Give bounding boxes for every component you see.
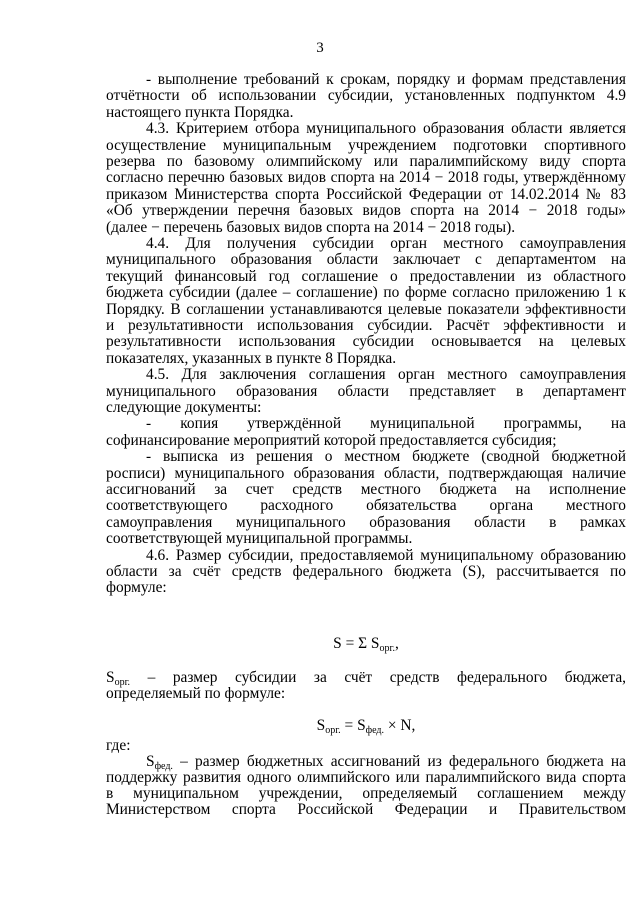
text-line: настоящего пункта Порядка. <box>106 103 294 121</box>
text-line: бюджета субсидии (далее – соглашение) по форме согласно приложению 1 к <box>106 284 626 302</box>
text-line: ассигнований за счет средств местного бюджета на исполнение <box>106 481 626 498</box>
text-line: самоуправления муниципального образования области в рамках <box>106 513 626 531</box>
text-line: 4.5. Для заключения соглашения орган местного самоуправления <box>146 366 626 384</box>
text-line: муниципального образования области представляет в департамент <box>106 382 626 400</box>
definition-s-fed-line: поддержку развития одного олимпийского или паралимпийского вида спорта <box>106 769 626 786</box>
text-line: следующие документы: <box>106 399 262 416</box>
text-line: соответствующего расходного обязательства органа местного <box>106 497 626 515</box>
where-label: где: <box>106 737 131 754</box>
text-line: формуле: <box>106 579 167 597</box>
text-line: отчётности об использовании субсидии, установленных подпунктом 4.9 <box>106 87 626 105</box>
definition-s-fed-line: Министерством спорта Российской Федерации и Правительством <box>106 801 626 818</box>
text-line: приказом Министерства спорта Российской Федерации от 14.02.2014 № 83 <box>106 185 626 203</box>
text-line: - выписка из решения о местном бюджете (сводной бюджетной <box>146 448 626 466</box>
text-line: текущий финансовый год соглашение о предоставлении из областного <box>106 267 626 285</box>
text-line: результативности использования субсидии основывается на целевых <box>106 333 626 351</box>
definition-s-org-cont: определяемый по формуле: <box>106 685 286 702</box>
text-line: согласно перечню базовых видов спорта на 2014 − 2018 годы, утверждённому <box>106 169 626 187</box>
text-line: (далее − перечень базовых видов спорта на 2014 − 2018 годы). <box>106 218 516 236</box>
text-line: Порядку. В соглашении устанавливаются целевые показатели эффективности <box>106 300 626 318</box>
text-line: и результативности использования субсидии. Расчёт эффективности и <box>106 317 626 334</box>
text-line: 4.4. Для получения субсидии орган местного самоуправления <box>146 235 626 252</box>
text-line: 4.6. Размер субсидии, предоставляемой муниципальному образованию <box>146 546 626 564</box>
text-line: софинансирование мероприятий которой предоставляется субсидия; <box>106 431 557 449</box>
formula-s-total: S = Σ $S_{орг.}$, <box>333 635 399 654</box>
text-line: муниципального образования области заключает с департаментом на <box>106 251 626 269</box>
page-number: 3 <box>316 40 324 56</box>
text-line: росписи) муниципального образования области, подтверждающая наличие <box>106 464 626 482</box>
text-line: «Об утверждении перечня базовых видов спорта на 2014 − 2018 годы» <box>106 202 626 220</box>
text-line: осуществление муниципальным учреждением подготовки спортивного <box>106 136 626 154</box>
text-line: резерва по базовому олимпийскому или паралимпийскому виду спорта <box>106 153 626 170</box>
text-line: показателях, указанных в пункте 8 Порядка. <box>106 349 397 367</box>
text-line: - выполнение требований к срокам, порядку и формам представления <box>146 71 626 88</box>
text-line: - копия утверждённой муниципальной программы, на <box>146 415 626 433</box>
definition-s-fed: $S_{фед.}$ – размер бюджетных ассигнований из федерального бюджета на <box>146 753 626 772</box>
formula-s-org: $S_{орг.} = S_{фед.} \times N$, <box>316 717 416 736</box>
text-line: соответствующей муниципальной программы. <box>106 530 413 548</box>
text-line: 4.3. Критерием отбора муниципального образования области является <box>146 120 626 138</box>
definition-s-fed-line: в муниципальном учреждении, определяемый соглашением между <box>106 785 626 802</box>
text-line: области за счёт средств федерального бюджета (S), рассчитывается по <box>106 563 626 580</box>
definition-s-org: $S_{орг.}$ – размер субсидии за счёт средств федерального бюджета, <box>106 669 626 688</box>
